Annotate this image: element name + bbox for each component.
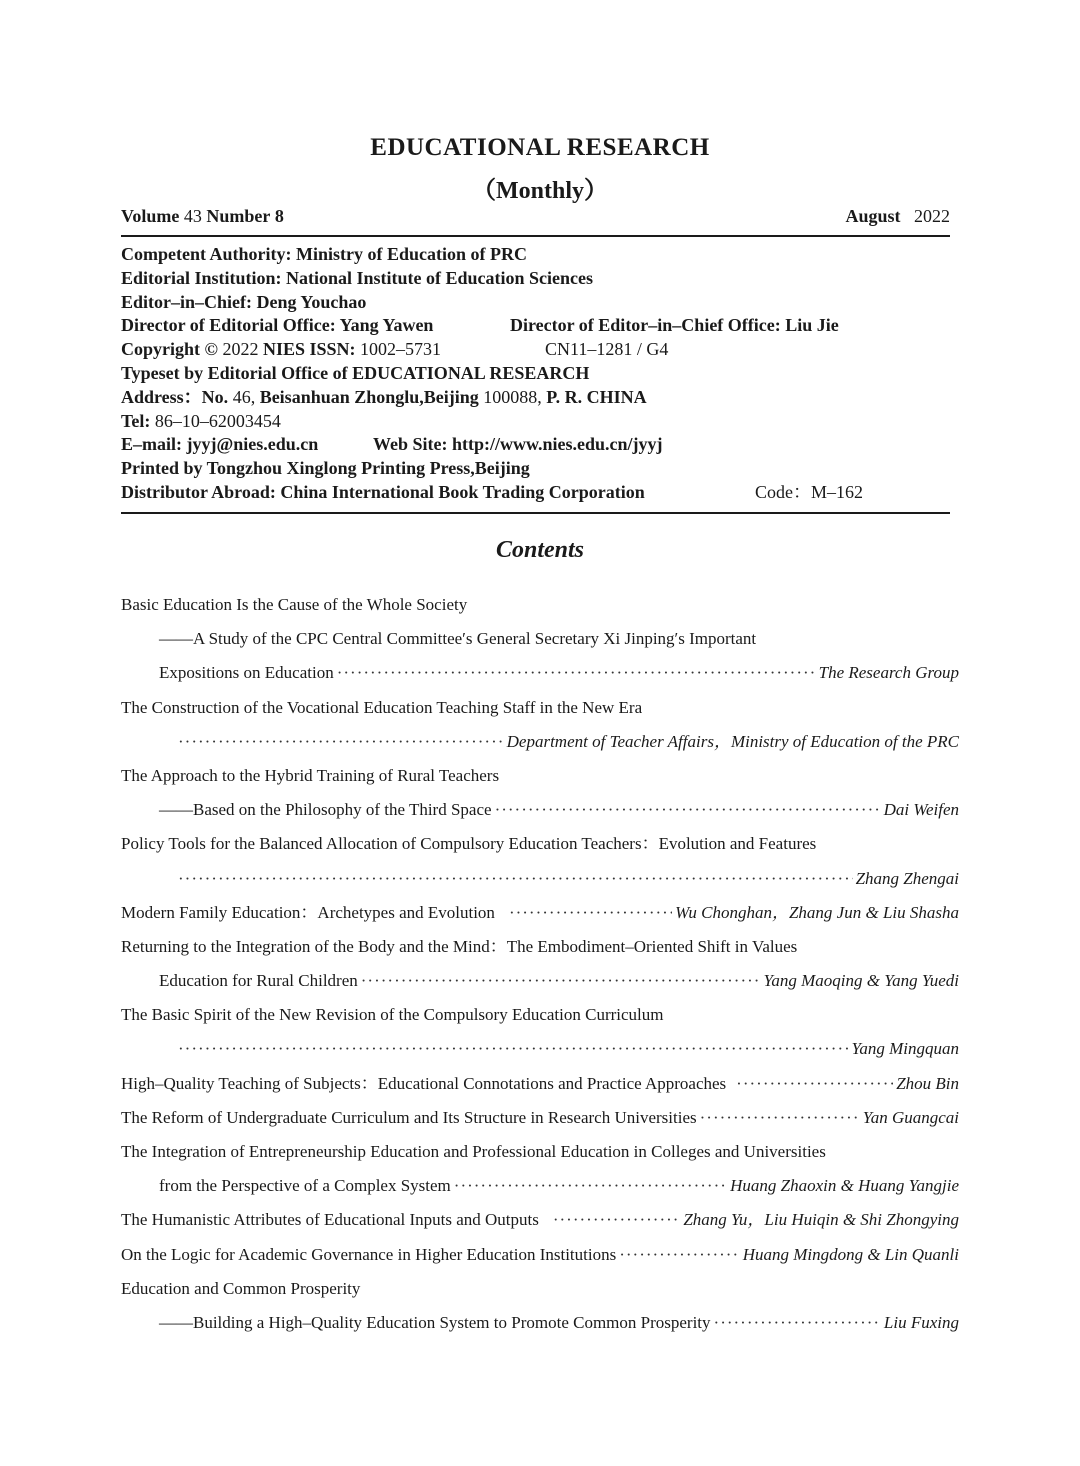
leader-dots [736,1071,893,1097]
cn-number: CN11–1281 / G4 [545,339,669,360]
volume-value: 43 [183,206,202,226]
toc-entry-title: Policy Tools for the Balanced Allocation of Compulsory Education Teachers：Evolution and Features [121,834,817,854]
toc-entry-title: High–Quality Teaching of Subjects：Educational Connotations and Practice Approaches [121,1073,727,1093]
distributor-line [121,481,950,505]
toc-entry-line [121,1173,959,1207]
volume-label: Volume [121,206,180,226]
leader-dots [178,729,504,755]
volume-number [121,206,284,227]
toc-entry-title: The Reform of Undergraduate Curriculum and Its Structure in Research Universities [121,1107,697,1127]
copyright-line [121,338,950,362]
leader-dots [337,660,816,686]
toc-entry-author: Yang Maoqing & Yang Yuedi [763,971,959,991]
tel-line [121,410,950,434]
toc-entry-line [121,1036,959,1070]
address-country: P. R. CHINA [546,386,647,407]
toc-entry-title: On the Logic for Academic Governance in Higher Education Institutions [121,1244,617,1264]
website: Web Site: http://www.nies.edu.cn/jyyj [373,434,663,455]
toc-entry-line [121,866,959,900]
typeset-line: Typeset by Editorial Office of EDUCATIONAL RESEARCH [121,362,590,383]
toc-entry-title: Education and Common Prosperity [121,1278,361,1298]
toc-entry-author: Huang Zhaoxin & Huang Yangjie [730,1176,959,1196]
issue-year: 2022 [914,206,950,226]
bottom-divider [121,512,950,514]
toc-entry-line [121,797,959,831]
toc-entry-line [121,729,959,763]
leader-dots [178,1036,848,1062]
leader-dots [553,1207,680,1233]
leader-dots [714,1310,881,1336]
toc-entry-author: Department of Teacher Affairs，Ministry of Education of the PRC [506,731,959,751]
toc-entry-line [121,1105,959,1139]
number-value: 8 [274,206,284,226]
toc-entry-author: Zhou Bin [896,1073,959,1093]
toc-entry-author: Yan Guangcai [862,1107,959,1127]
toc-entry-author: The Research Group [818,663,959,683]
address-line [121,386,950,410]
email: E–mail: jyyj@nies.edu.cn [121,434,319,455]
top-divider [121,235,950,237]
toc-entry-title-cont: Expositions on Education [159,663,334,683]
toc-entry-line [121,1310,959,1344]
contact-line [121,433,950,457]
director-editorial-office: Director of Editorial Office: Yang Yawen [121,315,434,336]
toc-entry-title: The Integration of Entrepreneurship Education and Professional Education in Colleges and Universities [121,1142,826,1161]
toc-entry-line [121,968,959,1002]
issue-info-row [121,206,950,232]
journal-frequency: （Monthly） [471,178,608,204]
address-number: 46, [232,386,256,407]
toc-entry-line [121,1242,959,1276]
copyright-org: NIES ISSN: [262,339,356,360]
toc-entry-author: Zhang Yu，Liu Huiqin & Shi Zhongying [683,1210,959,1230]
issue-date [845,206,950,227]
toc-entry-line [121,900,959,934]
toc-entry-author: Zhang Zhengai [855,868,959,888]
editor-in-chief: Editor–in–Chief: Deng Youchao [121,291,367,312]
toc-entry-title: The Construction of the Vocational Education Teaching Staff in the New Era [121,697,643,717]
toc-entry-line [121,1071,959,1105]
issue-month: August [845,206,901,226]
leader-dots [454,1173,727,1199]
toc-entry-title-cont: Education for Rural Children [159,971,358,991]
leader-dots [509,900,672,926]
leader-dots [700,1105,860,1131]
toc-entry-line [121,1207,959,1241]
distributor-code: Code：M–162 [755,481,863,502]
masthead-block [121,243,950,505]
copyright-label: Copyright © [121,339,218,360]
leader-dots [178,866,853,892]
tel-value: 86–10–62003454 [154,410,281,431]
leader-dots [495,797,881,823]
toc-entry-title: Basic Education Is the Cause of the Whole Society [121,595,468,614]
toc-entry-line [121,660,959,694]
toc-entry-subtitle: ——Building a High–Quality Education System to Promote Common Prosperity [159,1312,711,1332]
table-of-contents [121,592,959,1344]
toc-entry-author: Dai Weifen [883,800,959,820]
issn: 1002–5731 [360,339,441,360]
director-editor-in-chief-office: Director of Editor–in–Chief Office: Liu Jie [510,315,839,336]
competent-authority: Competent Authority: Ministry of Education of PRC [121,244,527,264]
directors-line [121,314,950,338]
toc-entry-title: The Humanistic Attributes of Educational Inputs and Outputs [121,1210,539,1230]
address-zip: 100088, [483,386,542,407]
toc-entry-title: The Basic Spirit of the New Revision of the Compulsory Education Curriculum [121,1005,664,1025]
journal-title: EDUCATIONAL RESEARCH [370,134,710,161]
copyright-year: 2022 [222,339,259,360]
address-label: Address：No. [121,386,229,407]
address-street: Beisanhuan Zhonglu,Beijing [259,386,479,407]
toc-entry-subtitle: ——Based on the Philosophy of the Third Space [159,800,492,820]
toc-entry-title-cont: from the Perspective of a Complex System [159,1176,451,1196]
toc-entry-author: Yang Mingquan [851,1039,959,1059]
leader-dots [619,1242,739,1268]
contents-heading: Contents [495,537,585,563]
tel-label: Tel: [121,410,151,431]
toc-entry-author: Liu Fuxing [883,1312,959,1332]
toc-entry-title: Returning to the Integration of the Body and the Mind：The Embodiment–Oriented Shift in Values [121,936,798,956]
printer-line: Printed by Tongzhou Xinglong Printing Press,Beijing [121,458,530,479]
toc-entry-author: Huang Mingdong & Lin Quanli [742,1244,959,1264]
number-label: Number [206,206,271,226]
leader-dots [361,968,761,994]
toc-entry-subtitle: ——A Study of the CPC Central Committee′s General Secretary Xi Jinping′s Important [159,629,757,649]
toc-entry-title: The Approach to the Hybrid Training of Rural Teachers [121,765,500,785]
toc-entry-title: Modern Family Education：Archetypes and Evolution [121,902,495,922]
editorial-institution: Editorial Institution: National Institute of Education Sciences [121,267,594,288]
distributor: Distributor Abroad: China International Book Trading Corporation [121,481,645,502]
toc-entry-author: Wu Chonghan，Zhang Jun & Liu Shasha [675,902,959,922]
